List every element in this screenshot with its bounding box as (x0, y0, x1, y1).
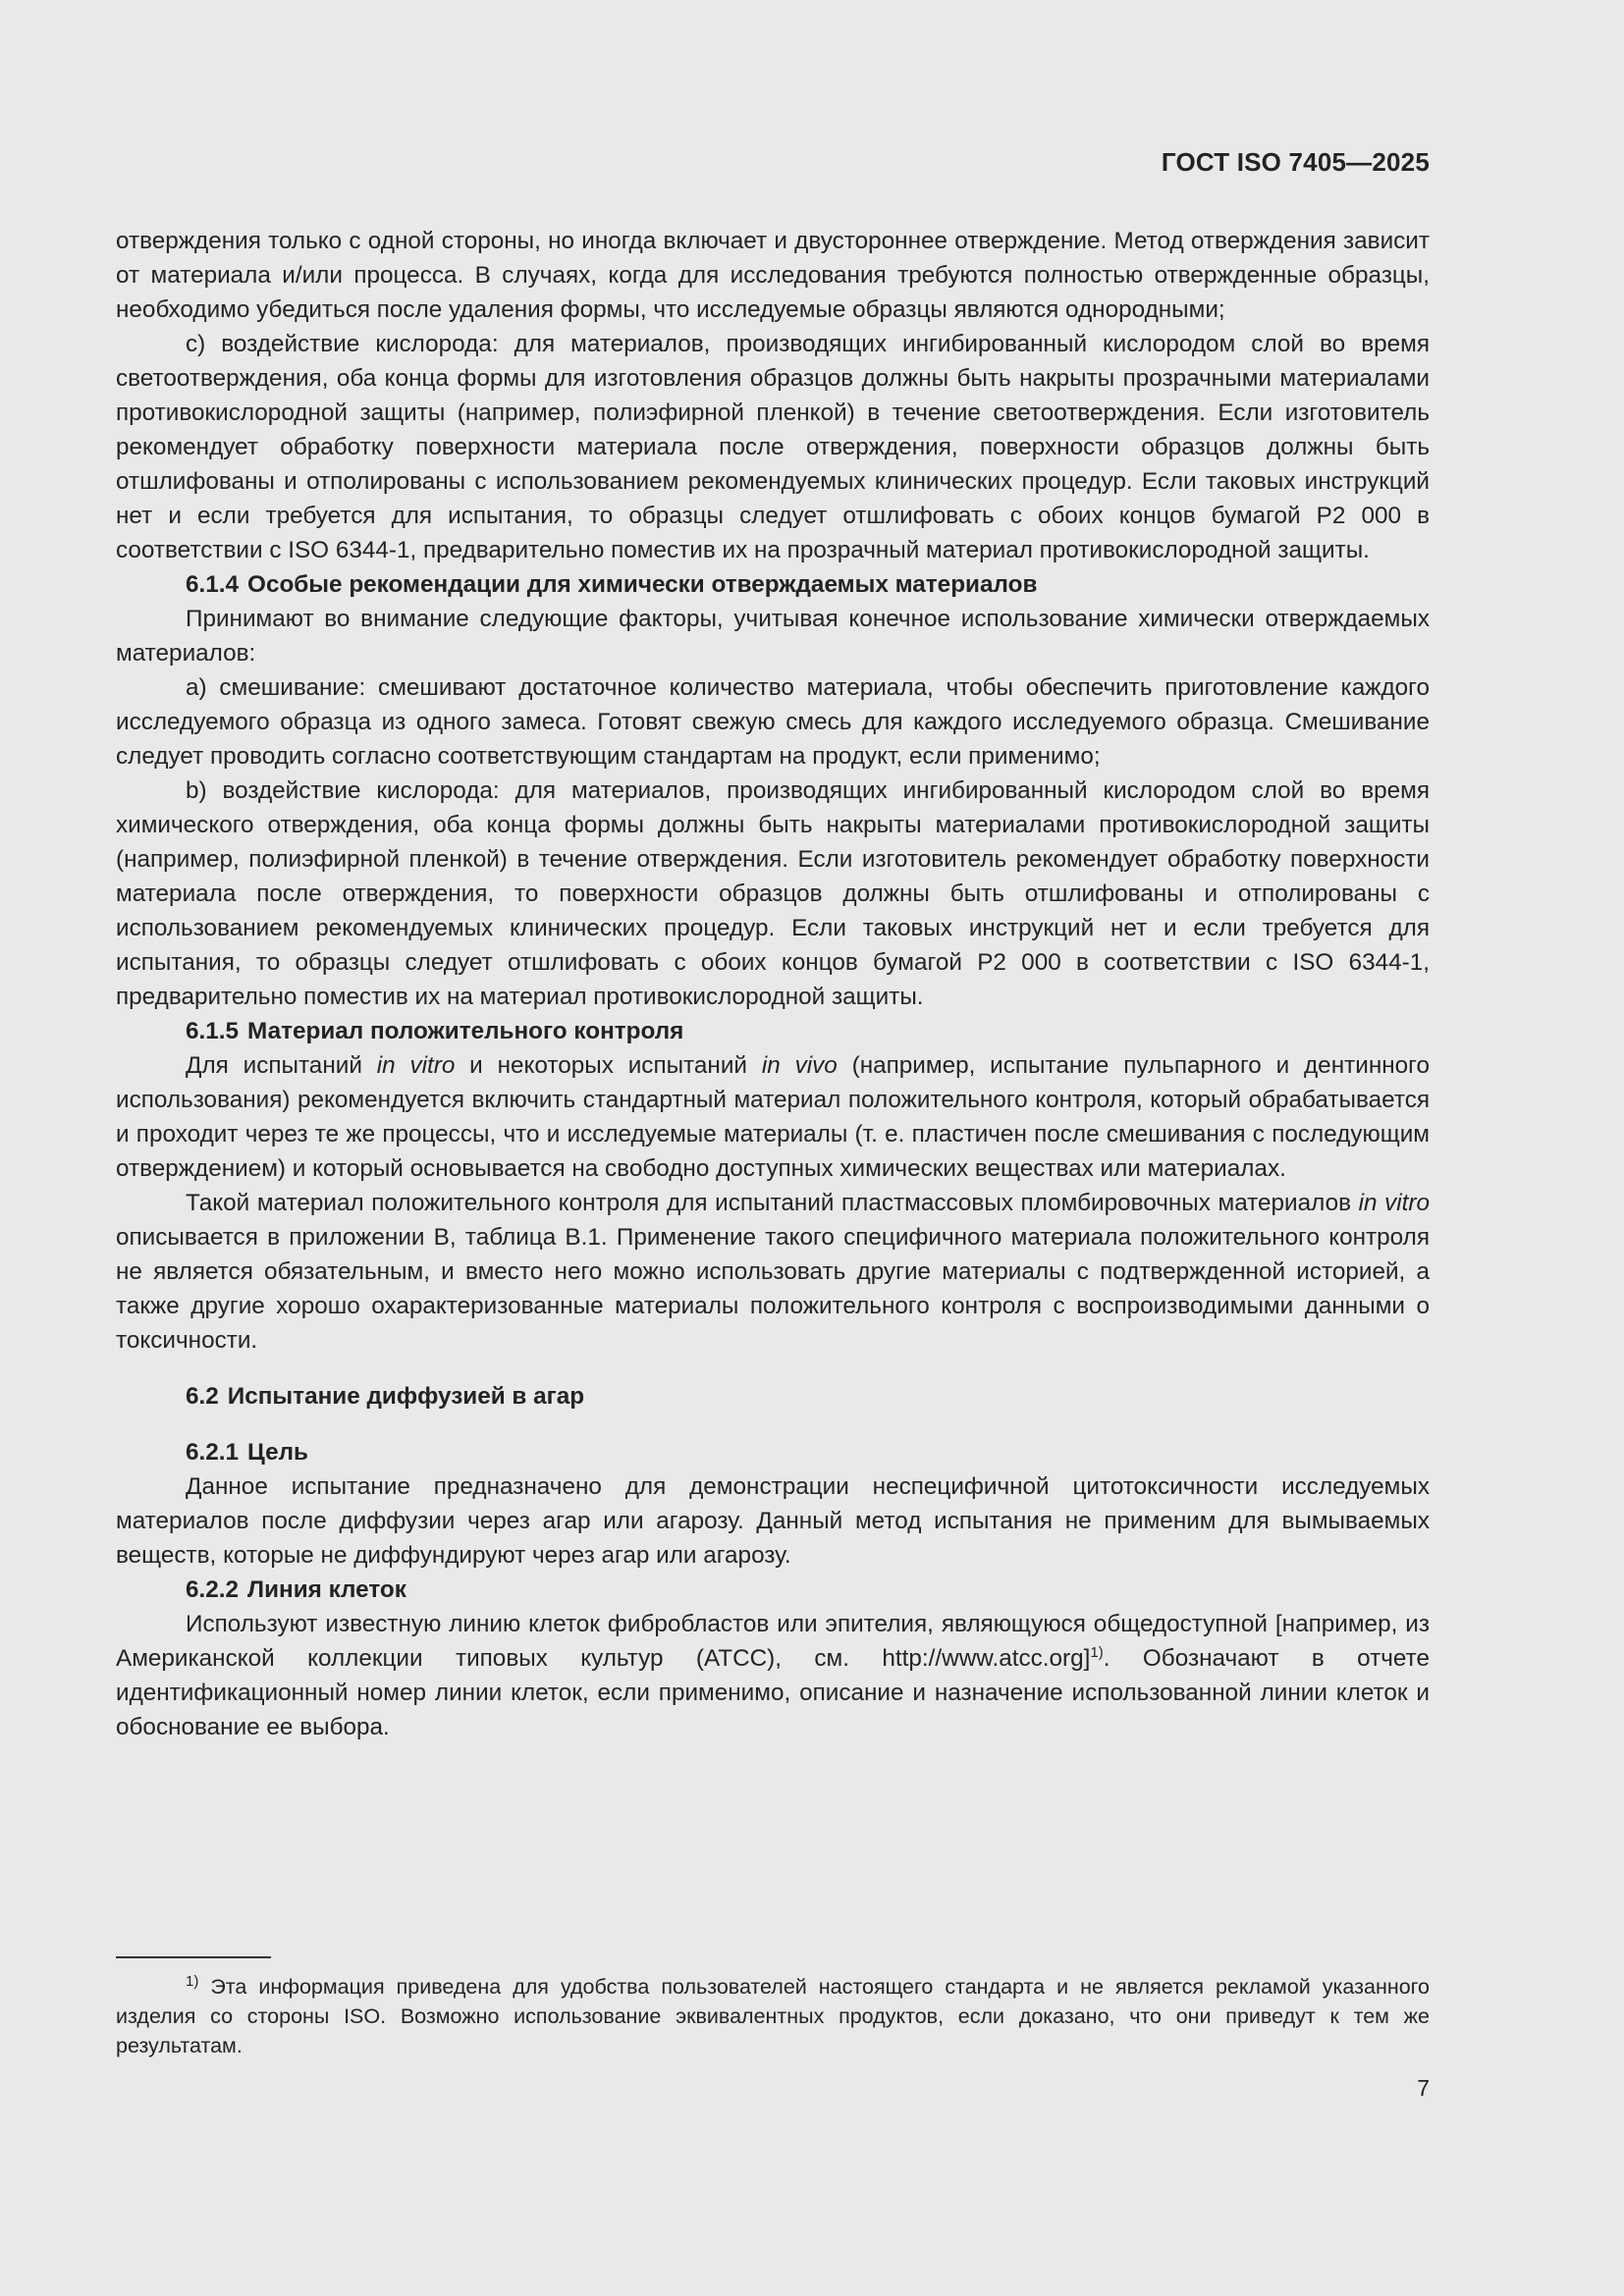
footnote-reference: 1) (1090, 1643, 1104, 1661)
heading-title: Линия клеток (247, 1576, 406, 1603)
heading-title: Материал положительного контроля (247, 1018, 684, 1044)
heading-number: 6.2.1 (186, 1439, 240, 1466)
text-run: Такой материал положительного контроля для испытаний пластмассовых пломбировочных материалов (186, 1190, 1359, 1216)
paragraph-item-b: b) воздействие кислорода: для материалов, производящих ингибированный кислородом слой во время химического отверждения, оба конца формы должны быть накрыты материалами противокислородной защиты (например, полиэфирной пленкой) в течение отверждения. Если изготовитель рекомендует обработку поверхности материала после отверждения, то поверхности образцов должны быть отшлифованы и отполированы с использованием рекомендуемых клинических процедур. Если таковых инструкций нет и если требуется для испытания, то образцы следует отшлифовать с обоих концов бумагой Р2 000 в соответствии с ISO 6344-1, предварительно поместив их на материал противокислородной защиты. (116, 777, 1430, 1010)
paragraph-continued: отверждения только с одной стороны, но иногда включает и двустороннее отверждение. Метод отверждения зависит от материала и/или процесса. В случаях, когда для исследования требуются полностью отвержденные образцы, необходимо убедиться после удаления формы, что исследуемые образцы являются однородными; (116, 228, 1430, 323)
paragraph-intro: Принимают во внимание следующие факторы, учитывая конечное использование химически отверждаемых материалов: (116, 606, 1430, 667)
footnote-separator (116, 1956, 271, 1958)
heading-6-1-5 (116, 1014, 1430, 1048)
text-run: и некоторых испытаний (455, 1052, 762, 1079)
text-run: (например, испытание пульпарного и дентинного использования) рекомендуется включить стандартный материал положительного контроля, который обрабатывается и проходит через те же процессы, что и исследуемые материалы (т. е. пластичен после смешивания с последующим отверждением) и который основывается на свободно доступных химических веществах или материалах. (116, 1052, 1431, 1182)
heading-6-2 (116, 1379, 1430, 1414)
page-number: 7 (1417, 2075, 1430, 2101)
italic-term: in vivo (761, 1052, 838, 1079)
paragraph-positive-control-material (116, 1186, 1430, 1358)
paragraph-item-a: a) смешивание: смешивают достаточное количество материала, чтобы обеспечить приготовление каждого исследуемого образца из одного замеса. Готовят свежую смесь для каждого исследуемого образца. Смешивание следует проводить согласно соответствующим стандартам на продукт, если применимо; (116, 674, 1430, 770)
paragraph-purpose: Данное испытание предназначено для демонстрации неспецифичной цитотоксичности исследуемых материалов после диффузии через агар или агарозу. Данный метод испытания не применим для вымываемых веществ, которые не диффундируют через агар или агарозу. (116, 1473, 1430, 1569)
heading-title: Испытание диффузией в агар (227, 1383, 585, 1410)
text-run: описывается в приложении В, таблица В.1. Применение такого специфичного материала положительного контроля не является обязательным, и вместо него можно использовать другие материалы с подтвержденной историей, а также другие хорошо охарактеризованные материалы положительного контроля с воспроизводимыми данными о токсичности. (116, 1224, 1430, 1354)
italic-term: in vitro (376, 1052, 456, 1079)
paragraph-item-c: c) воздействие кислорода: для материалов, производящих ингибированный кислородом слой во время светоотверждения, оба конца формы для изготовления образцов должны быть накрыты прозрачными материалами противокислородной защиты (например, полиэфирной пленкой) в течение светоотверждения. Если изготовитель рекомендует обработку поверхности материала после отверждения, поверхности образцов должны быть отшлифованы и отполированы с использованием рекомендуемых клинических процедур. Если таковых инструкций нет и если требуется для испытания, то образцы следует отшлифовать с обоих концов бумагой Р2 000 в соответствии с ISO 6344-1, предварительно поместив их на прозрачный материал противокислородной защиты. (116, 331, 1430, 563)
heading-number: 6.1.4 (186, 571, 240, 598)
text-run: . Обозначают в отчете идентификационный номер линии клеток, если применимо, описание и назначение использованной линии клеток и обоснование ее выбора. (116, 1645, 1430, 1740)
footnote-marker: 1) (186, 1972, 199, 1990)
text-run: Для испытаний (186, 1052, 377, 1079)
heading-6-1-4 (116, 567, 1430, 602)
heading-title: Цель (247, 1439, 308, 1466)
page-body (116, 224, 1430, 1744)
footnote-text (116, 1972, 1430, 2060)
paragraph-positive-control (116, 1048, 1430, 1186)
footnote-body: Эта информация приведена для удобства пользователей настоящего стандарта и не является рекламой указанного изделия со стороны ISO. Возможно использование эквивалентных продуктов, если доказано, что они приведут к тем же результатам. (116, 1975, 1430, 2057)
document-header: ГОСТ ISO 7405—2025 (1161, 147, 1430, 177)
heading-6-2-2 (116, 1573, 1430, 1607)
heading-number: 6.2 (186, 1383, 219, 1410)
heading-number: 6.1.5 (186, 1018, 240, 1044)
heading-number: 6.2.2 (186, 1576, 240, 1603)
footnote (116, 1972, 1430, 2060)
heading-title: Особые рекомендации для химически отверждаемых материалов (247, 571, 1038, 598)
text-run: Используют известную линию клеток фибробластов или эпителия, являющуюся общедоступной [например, из Американской коллекции типовых культур (АТСС), см. http://www.atcc.org] (116, 1611, 1430, 1672)
paragraph-cell-line (116, 1607, 1430, 1744)
italic-term: in vitro (1358, 1190, 1431, 1216)
heading-6-2-1 (116, 1435, 1430, 1469)
